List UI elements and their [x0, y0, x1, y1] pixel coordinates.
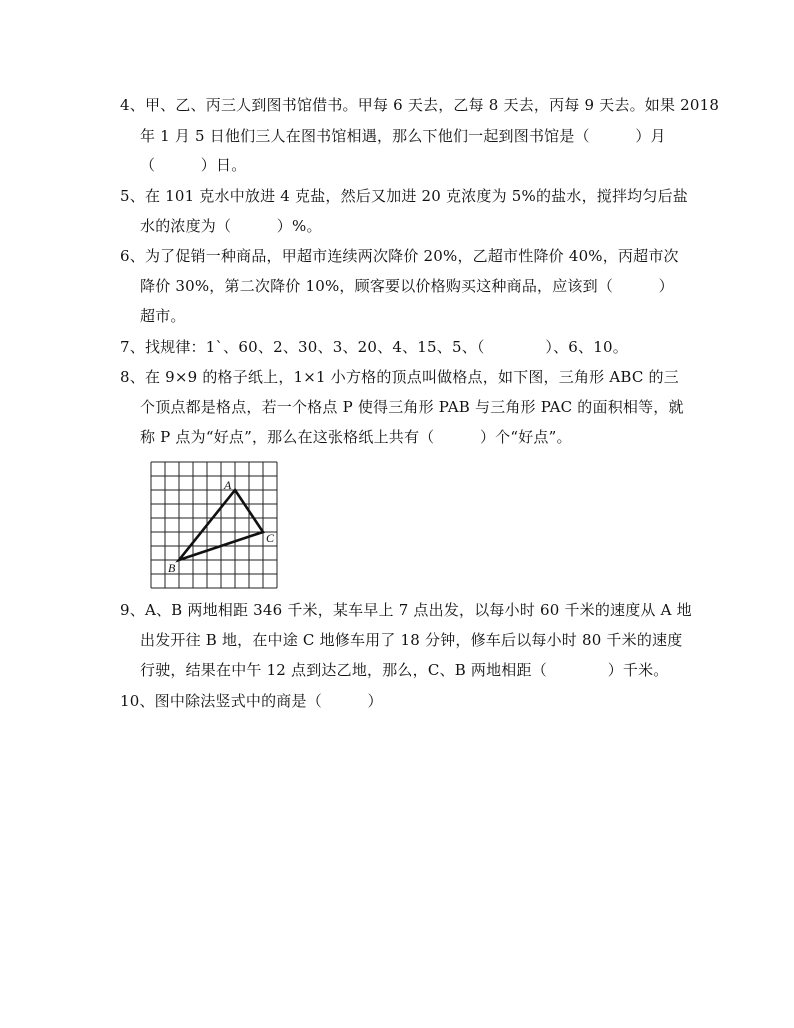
question-8-line-2: 个顶点都是格点，若一个格点 P 使得三角形 PAB 与三角形 PAC 的面积相等，就	[140, 398, 684, 416]
question-9-line-2: 出发开往 B 地，在中途 C 地修车用了 18 分钟，修车后以每小时 80 千米的速度	[140, 631, 683, 649]
vertex-label-c: C	[266, 531, 275, 545]
question-5-line-2: 水的浓度为（ ）%。	[140, 217, 322, 235]
question-4-line-2: 年 1 月 5 日他们三人在图书馆相遇，那么下他们一起到图书馆是（ ）月	[140, 127, 666, 145]
question-5-line-1: 5、在 101 克水中放进 4 克盐，然后又加进 20 克浓度为 5%的盐水，搅拌均匀后盐	[120, 187, 688, 205]
grid-triangle-figure	[149, 460, 281, 592]
question-6-line-3: 超市。	[140, 307, 186, 325]
question-6-line-2: 降价 30%，第二次降价 10%，顾客要以价格购买这种商品，应该到（ ）	[140, 277, 674, 295]
vertex-label-b: B	[168, 561, 176, 575]
question-4-line-3: （ ）日。	[140, 156, 247, 174]
question-8-line-3: 称 P 点为“好点”，那么在这张格纸上共有（ ）个“好点”。	[140, 428, 572, 446]
question-8-line-1: 8、在 9×9 的格子纸上，1×1 小方格的顶点叫做格点，如下图，三角形 ABC 的三	[120, 368, 679, 386]
question-6-line-1: 6、为了促销一种商品，甲超市连续两次降价 20%，乙超市性降价 40%，丙超市次	[120, 247, 679, 265]
vertex-label-a: A	[224, 478, 232, 492]
question-10-line-1: 10、图中除法竖式中的商是（ ）	[120, 692, 383, 710]
question-9-line-1: 9、A、B 两地相距 346 千米，某车早上 7 点出发，以每小时 60 千米的速度从 A 地	[120, 601, 692, 619]
question-9-line-3: 行驶，结果在中午 12 点到达乙地，那么，C、B 两地相距（ ）千米。	[140, 661, 669, 679]
question-7-line-1: 7、找规律：1`、60、2、30、3、20、4、15、5、（ ）、6、10。	[120, 338, 628, 356]
question-4-line-1: 4、甲、乙、丙三人到图书馆借书。甲每 6 天去，乙每 8 天去，丙每 9 天去。如果 2018	[120, 96, 720, 114]
